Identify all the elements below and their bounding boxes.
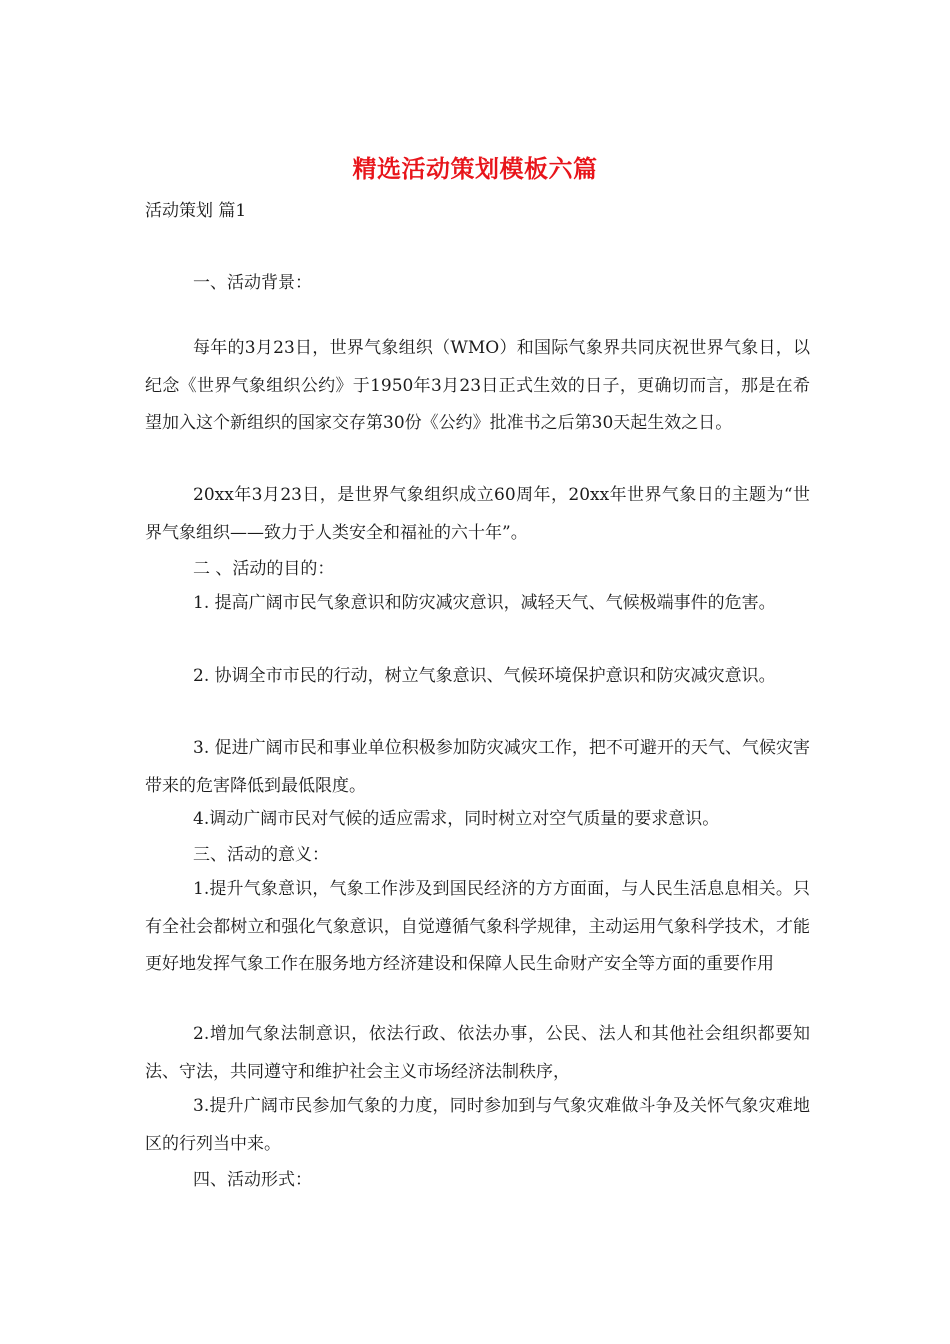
paragraph-background-2: 20xx年3月23日，是世界气象组织成立60周年，20xx年世界气象日的主题为“世界气象组织——致力于人类安全和福祉的六十年”。 xyxy=(145,485,810,543)
section-heading-purpose: 二 、活动的目的： xyxy=(193,559,335,579)
section-heading-significance: 三、活动的意义： xyxy=(193,845,329,865)
purpose-item-1: 1. 提高广阔市民气象意识和防灾减灾意识，减轻天气、气候极端事件的危害。 xyxy=(193,593,776,613)
significance-item-3: 3.提升广阔市民参加气象的力度，同时参加到与气象灾难做斗争及关怀气象灾难地区的行列当中来。 xyxy=(145,1096,810,1154)
section-heading-background: 一、活动背景： xyxy=(193,273,312,293)
purpose-item-2: 2. 协调全市市民的行动，树立气象意识、气候环境保护意识和防灾减灾意识。 xyxy=(193,666,776,686)
paragraph-background-1: 每年的3月23日，世界气象组织（WMO）和国际气象界共同庆祝世界气象日，以纪念《世界气象组织公约》于1950年3月23日正式生效的日子，更确切而言，那是在希望加入这个新组织的国家交存第30份《公约》批准书之后第30天起生效之日。 xyxy=(145,338,810,433)
document-subtitle: 活动策划 篇1 xyxy=(145,201,247,221)
purpose-item-4: 4.调动广阔市民对气候的适应需求，同时树立对空气质量的要求意识。 xyxy=(193,809,720,829)
document-title: 精选活动策划模板六篇 xyxy=(352,154,598,183)
significance-item-1: 1.提升气象意识，气象工作涉及到国民经济的方方面面，与人民生活息息相关。只有全社会都树立和强化气象意识，自觉遵循气象科学规律，主动运用气象科学技术，才能更好地发挥气象工作在服务地方经济建设和保障人民生命财产安全等方面的重要作用 xyxy=(145,879,810,974)
significance-item-2: 2.增加气象法制意识，依法行政、依法办事，公民、法人和其他社会组织都要知法、守法，共同遵守和维护社会主义市场经济法制秩序， xyxy=(145,1024,810,1082)
section-heading-format: 四、活动形式： xyxy=(193,1170,312,1190)
purpose-item-3: 3. 促进广阔市民和事业单位积极参加防灾减灾工作，把不可避开的天气、气候灾害带来的危害降低到最低限度。 xyxy=(145,738,810,796)
